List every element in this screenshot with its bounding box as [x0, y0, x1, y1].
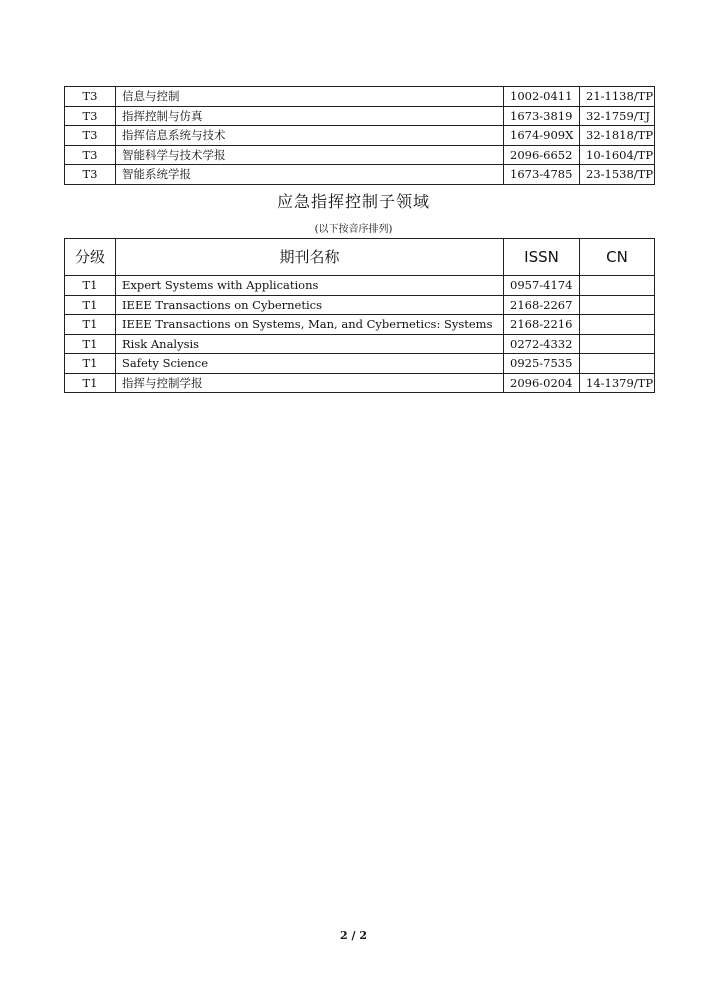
grade-cell: T1: [65, 373, 116, 393]
journal-table-emergency-command: [64, 238, 655, 393]
journal-name-cell: 智能系统学报: [116, 165, 504, 185]
table-row: [65, 295, 655, 315]
journal-table-continued: [64, 86, 655, 185]
issn-cell: 0925-7535: [504, 354, 580, 374]
cn-cell: [580, 315, 655, 335]
table-row: [65, 373, 655, 393]
cn-cell: [580, 334, 655, 354]
journal-name-cell: Risk Analysis: [116, 334, 504, 354]
journal-name-cell: IEEE Transactions on Systems, Man, and Cybernetics: Systems: [116, 315, 504, 335]
grade-cell: T3: [65, 106, 116, 126]
cn-cell: 32-1818/TP: [580, 126, 655, 146]
issn-cell: 1002-0411: [504, 87, 580, 107]
issn-cell: 2096-6652: [504, 145, 580, 165]
grade-cell: T3: [65, 145, 116, 165]
cn-column-header: CN: [580, 239, 655, 276]
cn-cell: [580, 354, 655, 374]
grade-cell: T3: [65, 87, 116, 107]
cn-cell: 14-1379/TP: [580, 373, 655, 393]
issn-cell: 0957-4174: [504, 276, 580, 296]
grade-cell: T1: [65, 334, 116, 354]
section-note: (以下按音序排列): [314, 224, 393, 235]
cn-cell: 32-1759/TJ: [580, 106, 655, 126]
issn-cell: 2096-0204: [504, 373, 580, 393]
journal-name-cell: 指挥信息系统与技术: [116, 126, 504, 146]
grade-column-header: 分级: [65, 239, 116, 276]
journal-table-continued-body: [65, 87, 655, 185]
issn-cell: 1673-4785: [504, 165, 580, 185]
grade-cell: T1: [65, 315, 116, 335]
journal-name-cell: IEEE Transactions on Cybernetics: [116, 295, 504, 315]
table-row: [65, 106, 655, 126]
table-row: [65, 145, 655, 165]
cn-cell: [580, 276, 655, 296]
section-title: 应急指挥控制子领域: [276, 192, 430, 211]
journal-table-body: [65, 276, 655, 393]
journal-name-cell: Safety Science: [116, 354, 504, 374]
grade-cell: T1: [65, 295, 116, 315]
journal-name-cell: 指挥控制与仿真: [116, 106, 504, 126]
issn-cell: 1674-909X: [504, 126, 580, 146]
table-row: [65, 315, 655, 335]
cn-cell: 23-1538/TP: [580, 165, 655, 185]
grade-cell: T3: [65, 126, 116, 146]
journal-name-cell: 智能科学与技术学报: [116, 145, 504, 165]
grade-cell: T1: [65, 354, 116, 374]
issn-column-header: ISSN: [504, 239, 580, 276]
table-row: [65, 334, 655, 354]
issn-cell: 2168-2267: [504, 295, 580, 315]
cn-cell: [580, 295, 655, 315]
journal-name-cell: Expert Systems with Applications: [116, 276, 504, 296]
cn-cell: 10-1604/TP: [580, 145, 655, 165]
table-row: [65, 126, 655, 146]
page-number: 2 / 2: [340, 929, 367, 942]
table-row: [65, 354, 655, 374]
table-row: [65, 276, 655, 296]
cn-cell: 21-1138/TP: [580, 87, 655, 107]
issn-cell: 0272-4332: [504, 334, 580, 354]
table-row: [65, 165, 655, 185]
table-row: [65, 87, 655, 107]
issn-cell: 1673-3819: [504, 106, 580, 126]
grade-cell: T3: [65, 165, 116, 185]
issn-cell: 2168-2216: [504, 315, 580, 335]
journal-name-cell: 指挥与控制学报: [116, 373, 504, 393]
grade-cell: T1: [65, 276, 116, 296]
header-row: [65, 239, 655, 276]
journal-table-header: [65, 239, 655, 276]
journal-name-column-header: 期刊名称: [116, 239, 504, 276]
journal-name-cell: 信息与控制: [116, 87, 504, 107]
